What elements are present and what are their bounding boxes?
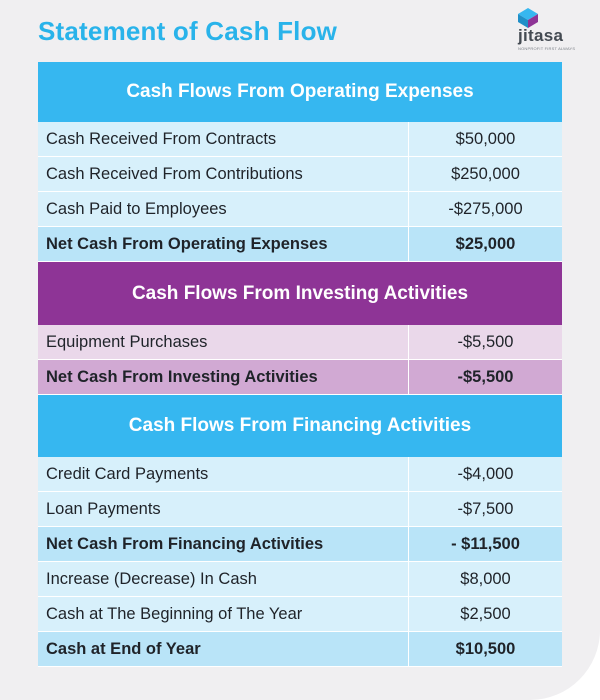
table-row xyxy=(38,492,562,527)
logo-tagline: NONPROFIT FIRST ALWAYS xyxy=(518,46,576,51)
table-row xyxy=(38,122,562,157)
table-row xyxy=(38,562,562,597)
row-value: $10,500 xyxy=(455,639,516,658)
row-value: $50,000 xyxy=(455,129,516,148)
table-row xyxy=(38,157,562,192)
row-value: $25,000 xyxy=(455,234,516,253)
row-value: -$7,500 xyxy=(457,499,514,518)
row-label: Cash at The Beginning of The Year xyxy=(38,597,409,631)
total-row-investing xyxy=(38,360,562,395)
row-value: -$5,500 xyxy=(457,332,514,351)
total-row-financing xyxy=(38,527,562,562)
cash-flow-table xyxy=(38,62,562,667)
total-row-end-of-year xyxy=(38,632,562,667)
table-row xyxy=(38,597,562,632)
row-label: Cash Received From Contracts xyxy=(38,122,409,156)
row-label: Cash Received From Contributions xyxy=(38,157,409,191)
logo-mark-icon xyxy=(518,8,538,28)
row-value: $250,000 xyxy=(451,164,520,183)
table-row xyxy=(38,325,562,360)
row-label: Net Cash From Investing Activities xyxy=(38,360,409,394)
row-label: Credit Card Payments xyxy=(38,457,409,491)
row-label: Cash at End of Year xyxy=(38,632,409,666)
section-title-investing: Cash Flows From Investing Activities xyxy=(131,282,469,304)
row-value: -$4,000 xyxy=(457,464,514,483)
section-header-investing xyxy=(38,262,562,325)
jitasa-logo xyxy=(500,6,576,54)
row-value: $2,500 xyxy=(460,604,511,623)
section-title-financing: Cash Flows From Financing Activities xyxy=(128,415,472,436)
row-value: -$5,500 xyxy=(457,367,514,386)
page-title: Statement of Cash Flow xyxy=(38,16,338,46)
row-label: Net Cash From Operating Expenses xyxy=(38,227,409,261)
section-header-operating xyxy=(38,62,562,122)
row-label: Cash Paid to Employees xyxy=(38,192,409,226)
row-value: -$275,000 xyxy=(448,199,523,218)
row-label: Equipment Purchases xyxy=(38,325,409,359)
total-row-operating xyxy=(38,227,562,262)
logo-wordmark: jitasa xyxy=(518,26,564,45)
row-value: - $11,500 xyxy=(451,534,520,553)
section-title-operating: Cash Flows From Operating Expenses xyxy=(126,81,474,102)
row-label: Increase (Decrease) In Cash xyxy=(38,562,409,596)
table-row xyxy=(38,457,562,492)
row-label: Loan Payments xyxy=(38,492,409,526)
section-header-financing xyxy=(38,395,562,457)
table-row xyxy=(38,192,562,227)
row-label: Net Cash From Financing Activities xyxy=(38,527,409,561)
row-value: $8,000 xyxy=(460,569,511,588)
